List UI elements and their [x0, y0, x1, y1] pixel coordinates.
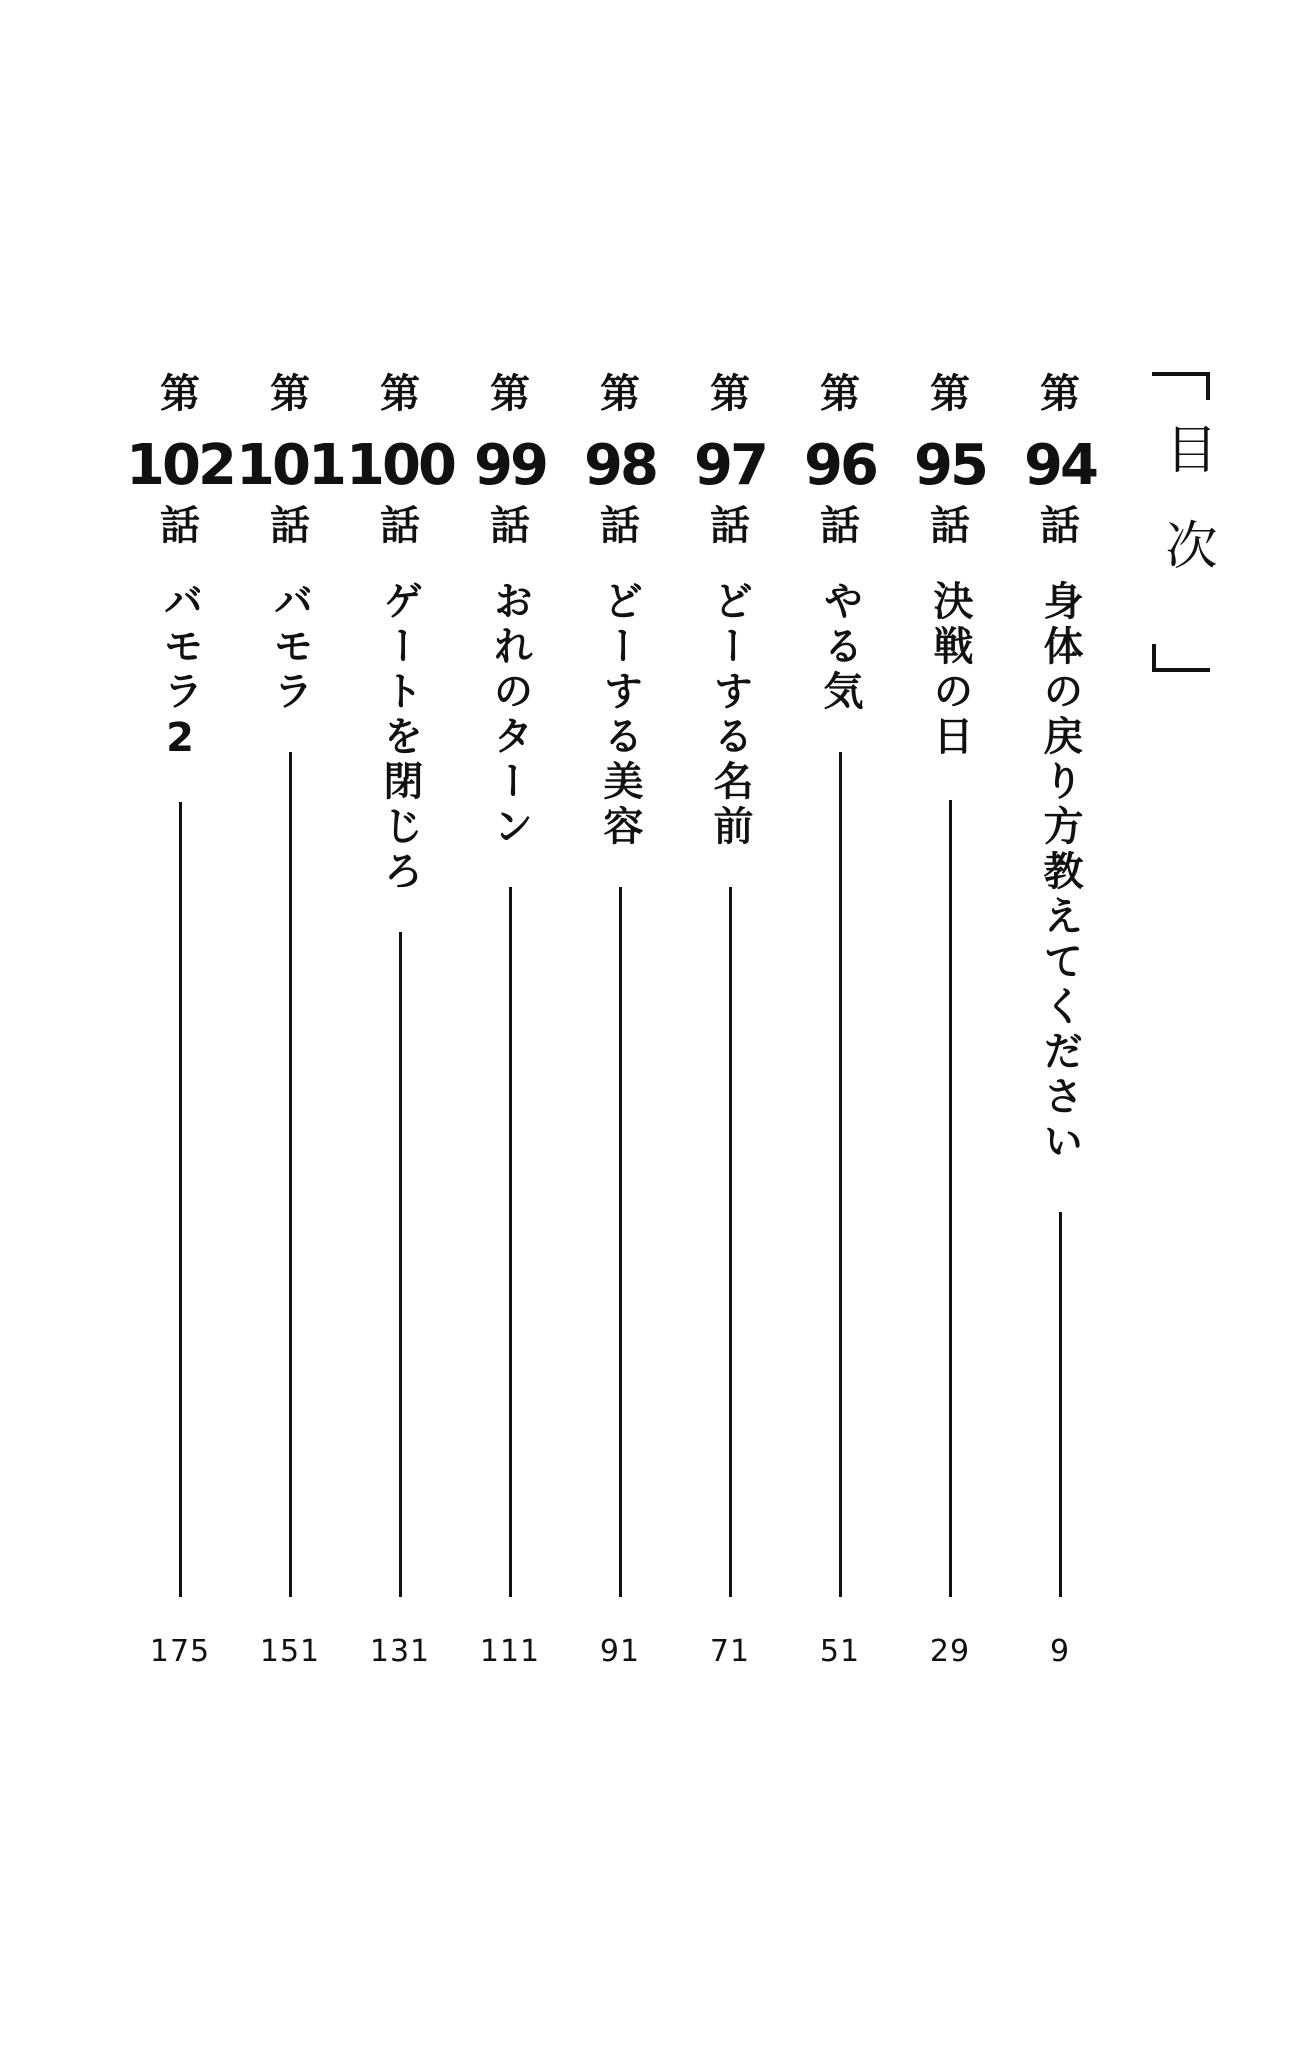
- leader-line: [729, 887, 732, 1597]
- leader-line: [179, 802, 182, 1597]
- chapter-page-number: 111: [479, 1634, 541, 1669]
- chapter-prefix: 第: [710, 371, 750, 417]
- chapter-prefix: 第: [600, 371, 640, 417]
- chapter-number: 95: [914, 433, 986, 498]
- chapter-entry-99[interactable]: [450, 372, 570, 1672]
- chapter-title[interactable]: どーする美容: [597, 580, 643, 850]
- chapter-number: 99: [474, 433, 546, 498]
- chapter-title[interactable]: おれのターン: [487, 580, 533, 850]
- chapter-prefix: 第: [380, 371, 420, 417]
- chapter-number: 102: [126, 433, 234, 498]
- chapter-entry-102[interactable]: [120, 372, 240, 1672]
- leader-line: [619, 887, 622, 1597]
- chapter-prefix: 第: [820, 371, 860, 417]
- corner-bracket-close: [1152, 644, 1210, 672]
- chapter-number: 94: [1024, 433, 1096, 498]
- chapter-title[interactable]: 身体の戻り方教えてください: [1037, 580, 1083, 1165]
- chapter-suffix: 話: [380, 503, 420, 549]
- toc-heading: [1152, 372, 1220, 672]
- chapter-title[interactable]: バモラ2: [157, 580, 203, 766]
- toc-heading-text: 目次: [1156, 422, 1216, 614]
- leader-line: [289, 752, 292, 1597]
- chapter-number: 96: [804, 433, 876, 498]
- corner-bracket-open: [1152, 372, 1210, 400]
- leader-line: [839, 752, 842, 1597]
- chapter-number: 98: [584, 433, 656, 498]
- leader-line: [509, 887, 512, 1597]
- chapter-number: 100: [346, 433, 454, 498]
- chapter-suffix: 話: [710, 503, 750, 549]
- chapter-suffix: 話: [930, 503, 970, 549]
- chapter-entry-97[interactable]: [670, 372, 790, 1672]
- chapter-page-number: 51: [819, 1634, 861, 1669]
- chapter-entry-101[interactable]: [230, 372, 350, 1672]
- chapter-prefix: 第: [490, 371, 530, 417]
- chapter-suffix: 話: [490, 503, 530, 549]
- chapter-prefix: 第: [270, 371, 310, 417]
- chapter-entry-94[interactable]: [1000, 372, 1120, 1672]
- chapter-page-number: 29: [929, 1634, 971, 1669]
- chapter-page-number: 151: [259, 1634, 321, 1669]
- chapter-prefix: 第: [930, 371, 970, 417]
- chapter-page-number: 91: [599, 1634, 641, 1669]
- chapter-page-number: 9: [1049, 1634, 1071, 1669]
- chapter-entry-100[interactable]: [340, 372, 460, 1672]
- leader-line: [1059, 1212, 1062, 1597]
- chapter-entry-96[interactable]: [780, 372, 900, 1672]
- chapter-title[interactable]: 決戦の日: [927, 580, 973, 760]
- chapter-entry-98[interactable]: [560, 372, 680, 1672]
- chapter-prefix: 第: [1040, 371, 1080, 417]
- chapter-number: 101: [236, 433, 344, 498]
- chapter-suffix: 話: [270, 503, 310, 549]
- chapter-prefix: 第: [160, 371, 200, 417]
- chapter-title[interactable]: バモラ: [267, 580, 313, 715]
- leader-line: [949, 800, 952, 1597]
- chapter-title[interactable]: ゲートを閉じろ: [377, 580, 423, 895]
- chapter-suffix: 話: [160, 503, 200, 549]
- leader-line: [399, 932, 402, 1597]
- chapter-number: 97: [694, 433, 766, 498]
- chapter-suffix: 話: [600, 503, 640, 549]
- chapter-title[interactable]: どーする名前: [707, 580, 753, 850]
- chapter-title[interactable]: やる気: [817, 580, 863, 715]
- chapter-suffix: 話: [820, 503, 860, 549]
- chapter-page-number: 71: [709, 1634, 751, 1669]
- chapter-page-number: 175: [149, 1634, 211, 1669]
- chapter-entry-95[interactable]: [890, 372, 1010, 1672]
- chapter-page-number: 131: [369, 1634, 431, 1669]
- chapter-suffix: 話: [1040, 503, 1080, 549]
